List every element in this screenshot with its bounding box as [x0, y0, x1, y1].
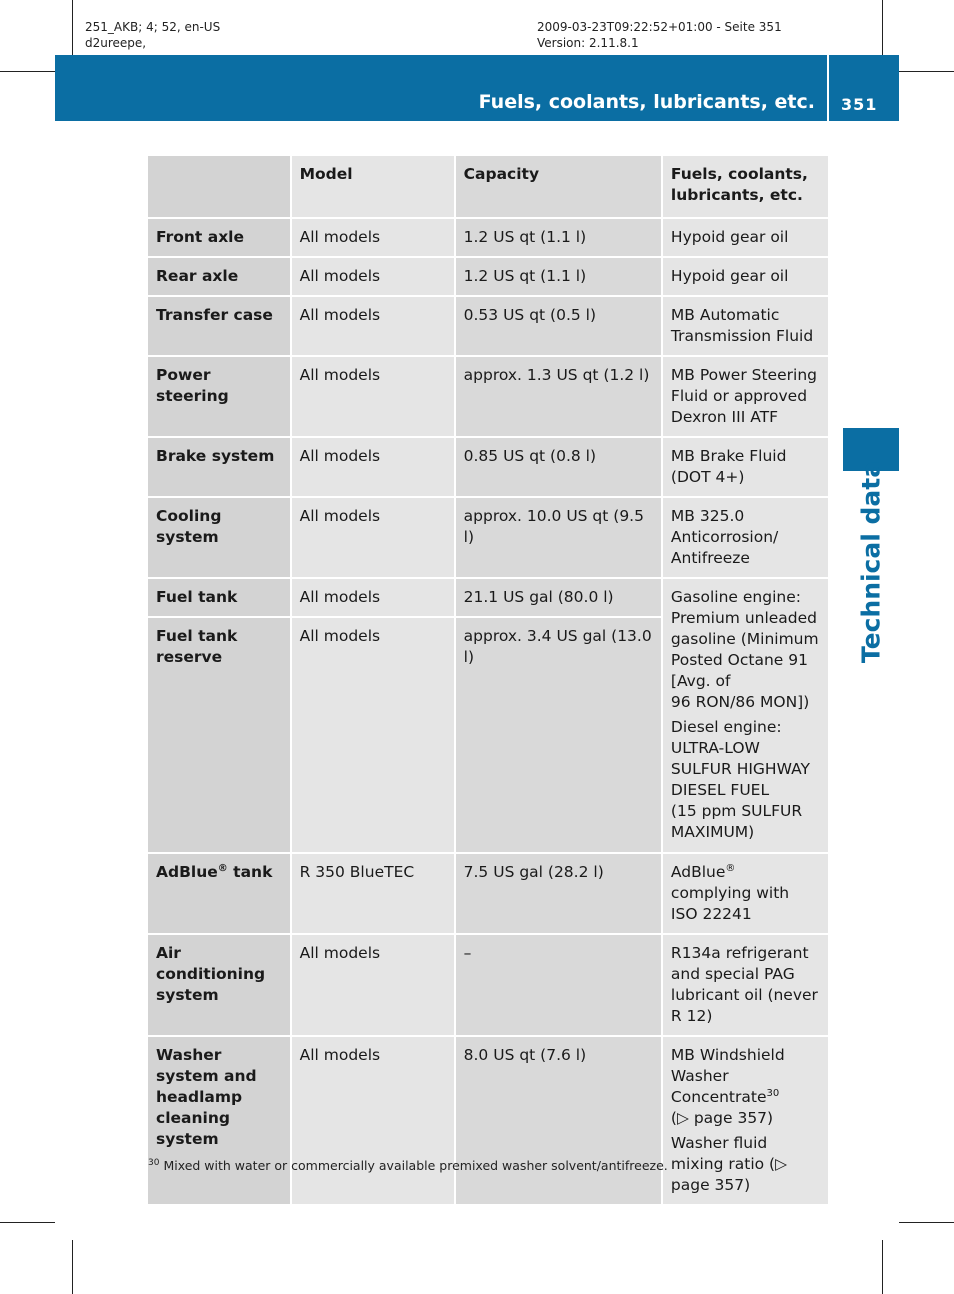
- table-row: [148, 579, 828, 616]
- model-cell: All models: [290, 498, 454, 577]
- capacity-cell: approx. 10.0 US qt (9.5 l): [454, 498, 661, 577]
- capacity-cell: 0.85 US qt (0.8 l): [454, 438, 661, 496]
- footnote: [148, 1158, 668, 1173]
- header-cell: [148, 156, 290, 217]
- component-cell: Washer system and headlamp cleaning system: [148, 1037, 290, 1204]
- fluids-table: [148, 154, 828, 1206]
- fluid-suffix: complying with ISO 22241: [670, 884, 790, 923]
- table-row: [148, 498, 828, 577]
- crop-mark: [882, 1240, 883, 1294]
- component-cell: Power steering: [148, 357, 290, 436]
- model-cell: R 350 BlueTEC: [290, 854, 454, 933]
- page-number-box: [829, 55, 899, 121]
- page-number: 351: [841, 95, 878, 114]
- fluid-text: AdBlue: [670, 863, 726, 881]
- registered-mark: ®: [725, 862, 736, 874]
- table-row: [148, 935, 828, 1035]
- fluid-cell: MB 325.0 Anticorrosion/ Antifreeze: [661, 498, 828, 577]
- fluid-cell: R134a refrigerant and special PAG lubricant oil (never R 12): [661, 935, 828, 1035]
- model-cell: All models: [290, 1037, 454, 1204]
- header-cell: Model: [290, 156, 454, 217]
- component-cell: Rear axle: [148, 258, 290, 295]
- crop-mark: [0, 1222, 55, 1223]
- meta-line: d2ureepe,: [85, 36, 147, 50]
- section-title: Fuels, coolants, lubricants, etc.: [478, 91, 815, 113]
- diesel-spec-cont: (15 ppm SULFUR MAXIMUM): [670, 802, 803, 841]
- gasoline-spec-cont: 96 RON/86 MON]): [670, 693, 810, 711]
- capacity-cell: 7.5 US gal (28.2 l): [454, 854, 661, 933]
- table-row: [148, 258, 828, 295]
- model-cell: All models: [290, 935, 454, 1035]
- table-header-row: [148, 156, 828, 217]
- component-cell: Front axle: [148, 219, 290, 256]
- crop-mark: [0, 71, 55, 72]
- footnote-number: 30: [148, 1157, 160, 1168]
- capacity-cell: –: [454, 935, 661, 1035]
- header-cell: Capacity: [454, 156, 661, 217]
- capacity-cell: approx. 1.3 US qt (1.2 l): [454, 357, 661, 436]
- model-cell: All models: [290, 438, 454, 496]
- component-cell: Brake system: [148, 438, 290, 496]
- table-row: [148, 1037, 828, 1204]
- chapter-label: Technical data: [856, 460, 886, 664]
- print-meta-left: [85, 19, 220, 51]
- table-row: [148, 357, 828, 436]
- fluid-text: MB Windshield Washer Concentrate: [670, 1046, 785, 1106]
- component-suffix: tank: [227, 863, 273, 881]
- model-cell: All models: [290, 258, 454, 295]
- model-cell: All models: [290, 219, 454, 256]
- meta-line: Version: 2.11.8.1: [537, 36, 639, 50]
- section-header: [55, 55, 827, 121]
- component-cell: Transfer case: [148, 297, 290, 355]
- component-cell: [148, 854, 290, 933]
- capacity-cell: 21.1 US gal (80.0 l): [454, 579, 661, 616]
- meta-line: 251_AKB; 4; 52, en-US: [85, 20, 221, 34]
- capacity-cell: 1.2 US qt (1.1 l): [454, 258, 661, 295]
- component-cell: Air conditioning system: [148, 935, 290, 1035]
- gasoline-spec: Gasoline engine: Premium unleaded gasoline (Minimum Posted Octane 91 [Avg. of: [670, 588, 819, 690]
- meta-line: 2009-03-23T09:22:52+01:00 - Seite 351: [537, 20, 782, 34]
- diesel-spec: Diesel engine: ULTRA-LOW SULFUR HIGHWAY DIESEL FUEL: [670, 718, 810, 799]
- table-row: [148, 438, 828, 496]
- capacity-cell: 0.53 US qt (0.5 l): [454, 297, 661, 355]
- model-cell: All models: [290, 579, 454, 616]
- fluid-cell: Hypoid gear oil: [661, 258, 828, 295]
- fluid-cell: [661, 1037, 828, 1204]
- registered-mark: ®: [217, 862, 228, 874]
- print-meta-right: [537, 19, 782, 51]
- crop-mark: [899, 71, 954, 72]
- component-text: AdBlue: [156, 863, 218, 881]
- header-cell: Fuels, coolants, lubricants, etc.: [661, 156, 828, 217]
- page-reference: (▷ page 357): [670, 1109, 774, 1127]
- component-cell: Fuel tank reserve: [148, 618, 290, 852]
- crop-mark: [882, 0, 883, 55]
- table-row: [148, 219, 828, 256]
- fuel-spec-cell: [661, 579, 828, 852]
- table-row: [148, 854, 828, 933]
- crop-mark: [899, 1222, 954, 1223]
- mixing-ratio-text: Washer fluid mixing ratio (▷ page 357): [670, 1134, 788, 1194]
- capacity-cell: 1.2 US qt (1.1 l): [454, 219, 661, 256]
- fluid-cell: MB Brake Fluid (DOT 4+): [661, 438, 828, 496]
- model-cell: All models: [290, 297, 454, 355]
- fluid-cell: [661, 854, 828, 933]
- component-cell: Cooling system: [148, 498, 290, 577]
- table-row: [148, 297, 828, 355]
- fluid-cell: MB Automatic Transmission Fluid: [661, 297, 828, 355]
- fluid-cell: MB Power Steering Fluid or approved Dexron III ATF: [661, 357, 828, 436]
- fluid-cell: Hypoid gear oil: [661, 219, 828, 256]
- capacity-cell: 8.0 US qt (7.6 l): [454, 1037, 661, 1204]
- crop-mark: [72, 0, 73, 55]
- footnote-text: Mixed with water or commercially available premixed washer solvent/antifreeze.: [163, 1158, 668, 1173]
- model-cell: All models: [290, 357, 454, 436]
- model-cell: All models: [290, 618, 454, 852]
- footnote-ref: 30: [766, 1087, 780, 1099]
- crop-mark: [72, 1240, 73, 1294]
- capacity-cell: approx. 3.4 US gal (13.0 l): [454, 618, 661, 852]
- component-cell: Fuel tank: [148, 579, 290, 616]
